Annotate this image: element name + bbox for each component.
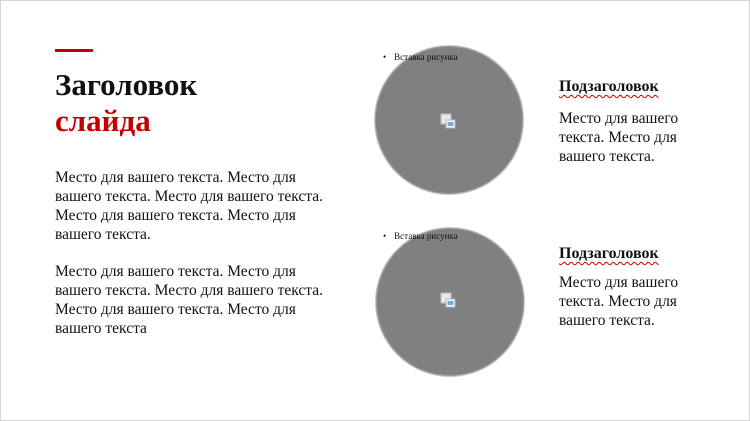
slide-title-line2: слайда bbox=[55, 103, 151, 138]
body-text-paragraph-1[interactable]: Место для вашего текста. Место для вашего текста. Место для вашего текста. Место для вашего текста. Место для вашего текста. bbox=[55, 169, 324, 243]
picture-placeholder-label-1: • Вставка рисунка bbox=[383, 52, 458, 62]
insert-picture-icon[interactable] bbox=[440, 292, 456, 308]
side-text-1[interactable]: Место для вашего текста. Место для вашего текста. bbox=[559, 110, 679, 165]
picture-placeholder-label-2: • Вставка рисунка bbox=[383, 231, 458, 241]
bullet-icon: • bbox=[383, 52, 387, 62]
slide-title-line1: Заголовок bbox=[55, 67, 198, 102]
bullet-icon: • bbox=[383, 231, 387, 241]
subheading-2[interactable]: Подзаголовок bbox=[559, 245, 659, 262]
title-accent-bar bbox=[55, 49, 93, 52]
side-text-2[interactable]: Место для вашего текста. Место для вашего текста. bbox=[559, 274, 679, 329]
slide-title[interactable] bbox=[55, 67, 197, 139]
subheading-1[interactable]: Подзаголовок bbox=[559, 78, 659, 95]
insert-picture-icon[interactable] bbox=[440, 113, 456, 129]
body-text-paragraph-2[interactable]: Место для вашего текста. Место для вашего текста. Место для вашего текста. Место для вашего текста. Место для вашего текста bbox=[55, 263, 324, 337]
